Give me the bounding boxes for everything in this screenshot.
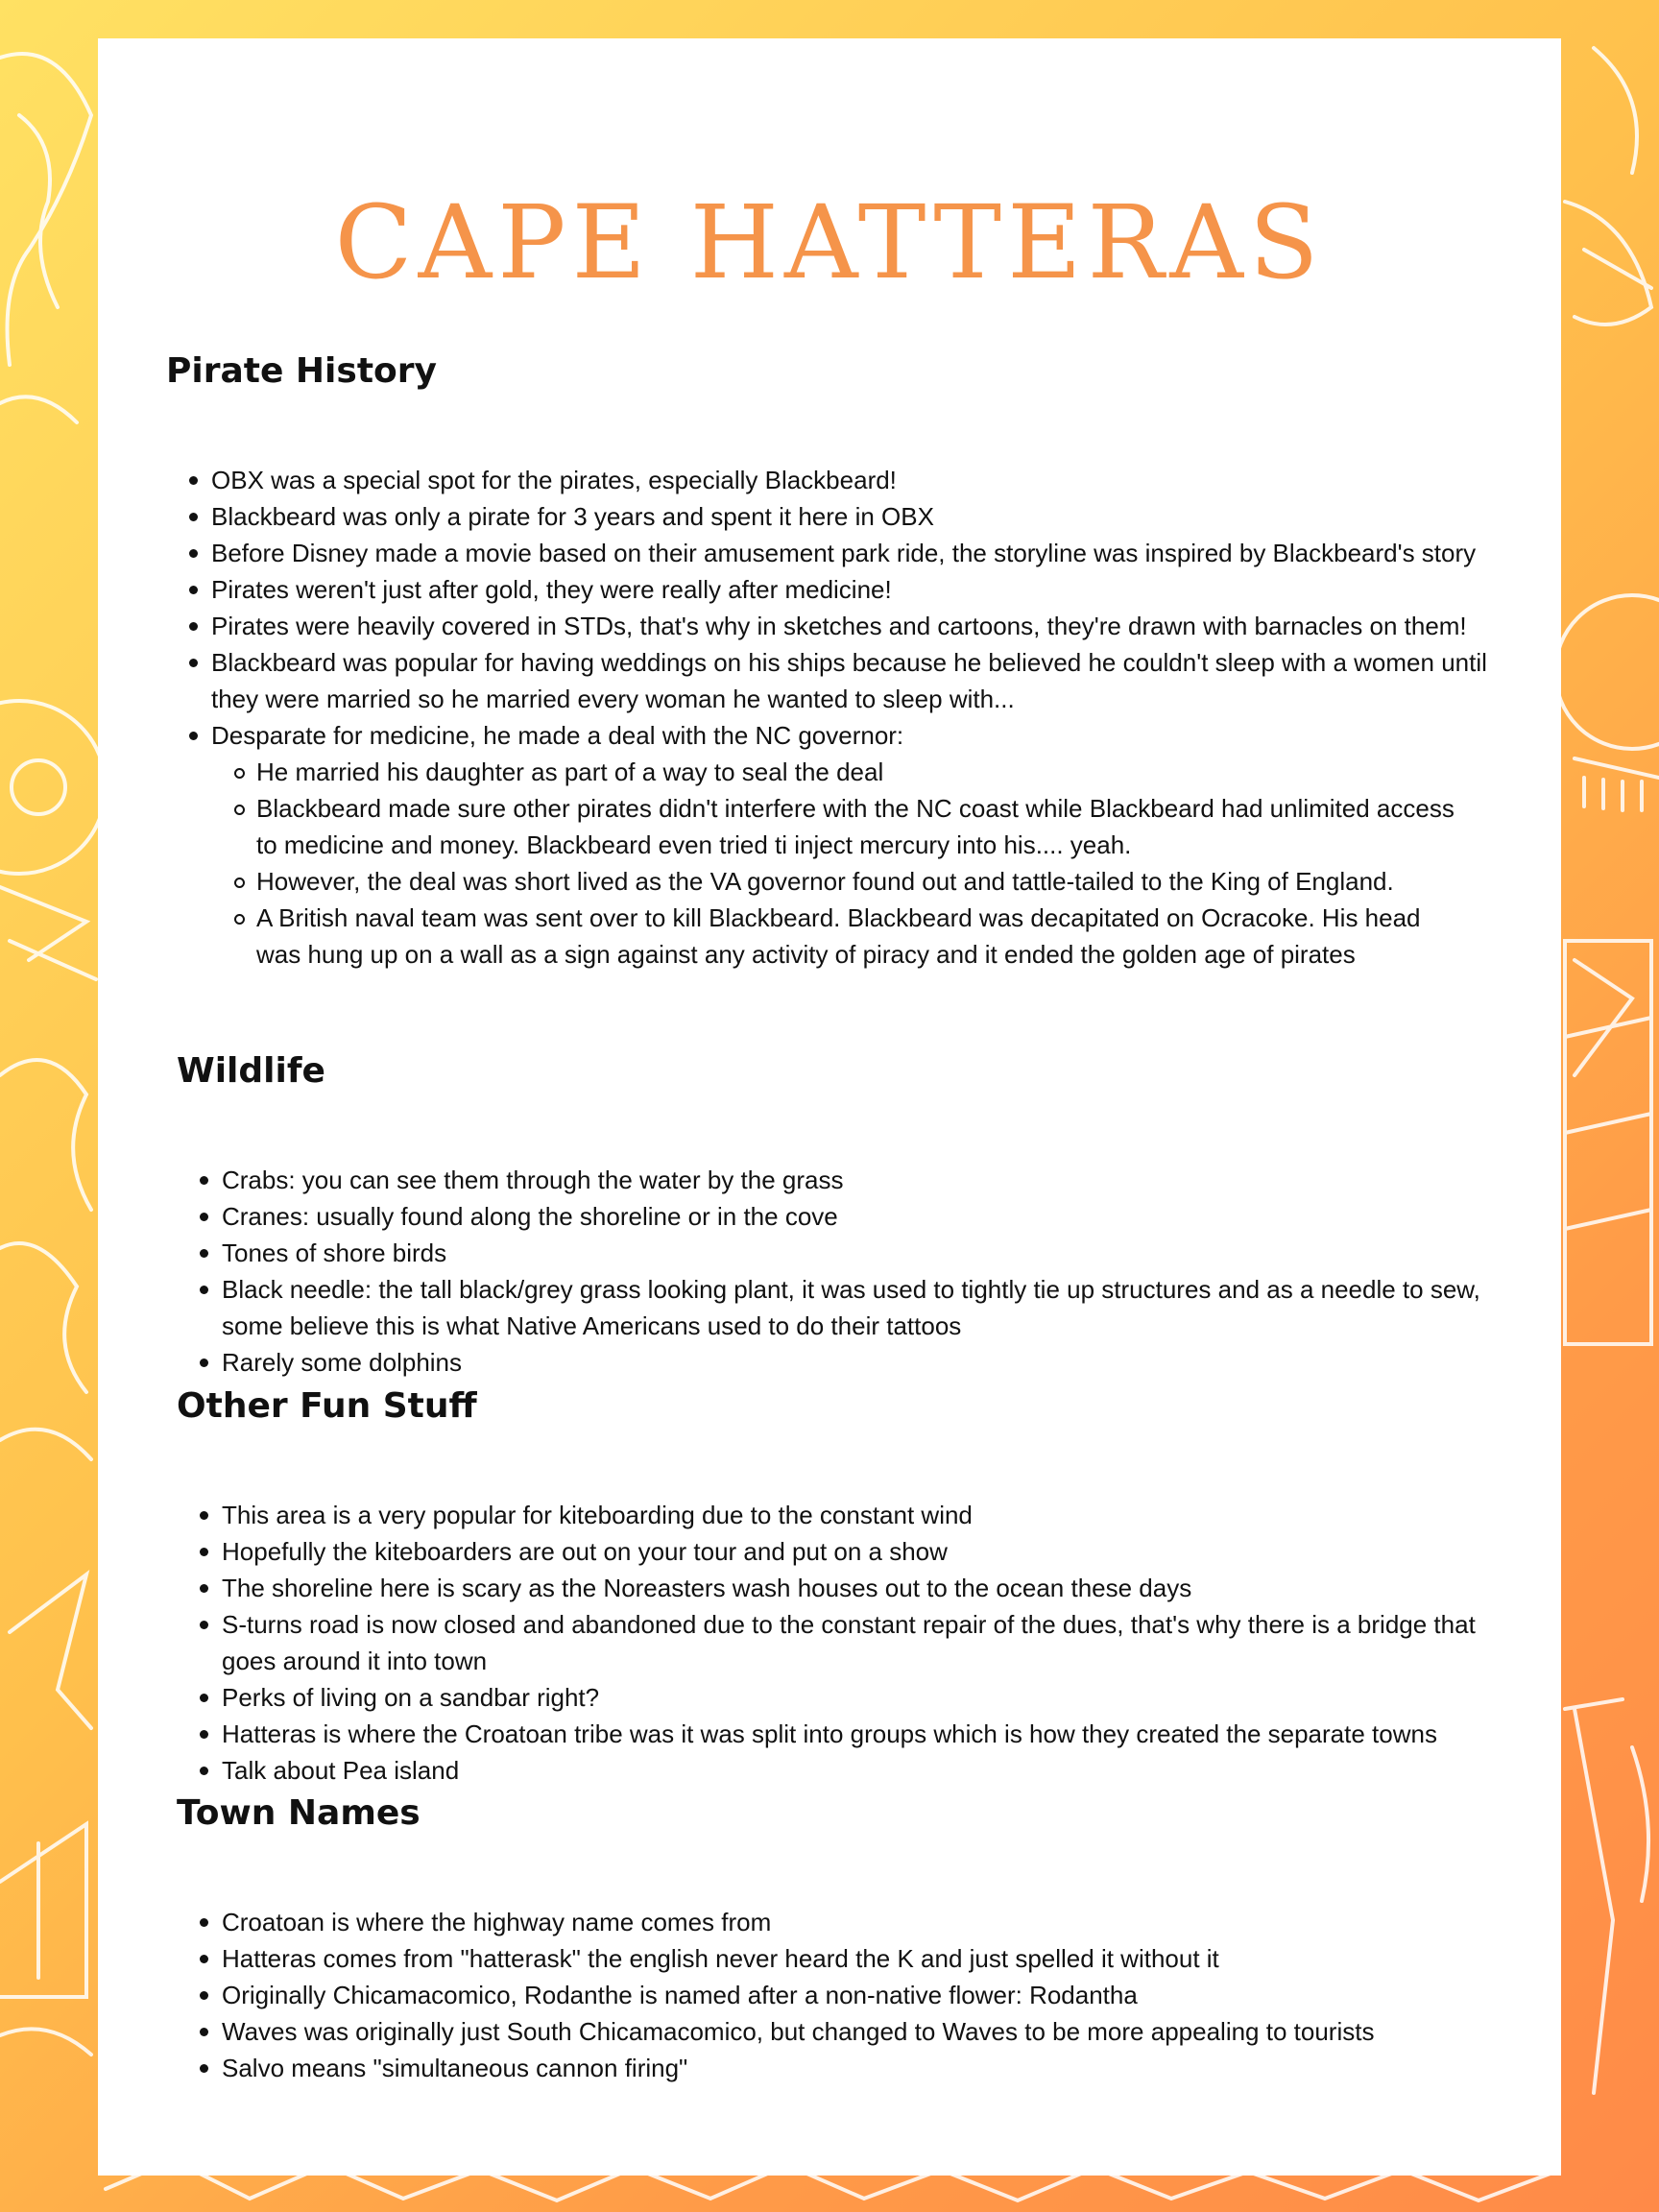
list-item: Pirates were heavily covered in STDs, that's why in sketches and cartoons, they're drawn with barnacles on them! — [211, 608, 1517, 644]
list-item: Originally Chicamacomico, Rodanthe is named after a non-native flower: Rodantha — [222, 1977, 1518, 2013]
list-item: This area is a very popular for kiteboarding due to the constant wind — [222, 1497, 1518, 1533]
left-face-sketch — [0, 54, 91, 365]
list-item: Cranes: usually found along the shoreline or in the cove — [222, 1198, 1518, 1235]
right-sword-sketch — [1575, 1709, 1613, 2093]
list-item: Talk about Pea island — [222, 1752, 1518, 1789]
list-item: Hatteras is where the Croatoan tribe was it was split into groups which is how they created the separate towns — [222, 1716, 1518, 1752]
right-treasure-chest-sketch — [1565, 941, 1651, 1344]
list-item: The shoreline here is scary as the Noreasters wash houses out to the ocean these days — [222, 1570, 1518, 1606]
list-item: OBX was a special spot for the pirates, especially Blackbeard! — [211, 462, 1517, 498]
section-heading: Other Fun Stuff — [177, 1386, 477, 1426]
list-item: Pirates weren't just after gold, they were really after medicine! — [211, 571, 1517, 608]
page-title: CAPE HATTERAS — [334, 183, 1325, 301]
section-heading: Pirate History — [166, 351, 437, 391]
sub-list-item: Blackbeard made sure other pirates didn't interfere with the NC coast while Blackbeard had unlimited access to medicine and money. Blackbeard even tried ti inject mercury into his.... yeah. — [256, 790, 1456, 863]
list-item: Hopefully the kiteboarders are out on your tour and put on a show — [222, 1533, 1518, 1570]
left-ship-sketch — [0, 1824, 86, 1997]
list-item: Perks of living on a sandbar right? — [222, 1679, 1518, 1716]
list-item: Tones of shore birds — [222, 1235, 1518, 1271]
list-item: Hatteras comes from "hatterask" the english never heard the K and just spelled it without it — [222, 1940, 1518, 1977]
right-horn-sketch — [1594, 48, 1637, 173]
left-skull-outline — [0, 701, 106, 874]
list-item: Rarely some dolphins — [222, 1344, 1518, 1381]
bullet-list — [222, 1162, 1518, 1381]
content-panel — [98, 38, 1561, 2176]
list-item: Black needle: the tall black/grey grass looking plant, it was used to tightly tie up structures and as a needle to sew, some believe this is what Native Americans used to do their tattoos — [222, 1271, 1518, 1344]
bullet-list — [222, 1497, 1518, 1789]
list-item: Blackbeard was popular for having weddings on his ships because he believed he couldn't sleep with a women until they were married so he married every woman he wanted to sleep with... — [211, 644, 1517, 717]
section-heading: Wildlife — [177, 1051, 325, 1091]
sub-list-item: He married his daughter as part of a way to seal the deal — [256, 754, 1456, 790]
sub-list-item: However, the deal was short lived as the VA governor found out and tattle-tailed to the King of England. — [256, 863, 1456, 900]
section-heading: Town Names — [177, 1793, 421, 1833]
list-item: Croatoan is where the highway name comes from — [222, 1904, 1518, 1940]
bullet-list — [222, 1904, 1518, 2086]
list-item: Waves was originally just South Chicamacomico, but changed to Waves to be more appealing to tourists — [222, 2013, 1518, 2050]
list-item: S-turns road is now closed and abandoned due to the constant repair of the dues, that's why there is a bridge that goes around it into town — [222, 1606, 1518, 1679]
bullet-list — [211, 462, 1517, 973]
list-item: Before Disney made a movie based on their amusement park ride, the storyline was inspired by Blackbeard's story — [211, 535, 1517, 571]
right-skull-outline — [1555, 595, 1659, 749]
list-item: Blackbeard was only a pirate for 3 years and spent it here in OBX — [211, 498, 1517, 535]
list-item: Crabs: you can see them through the water by the grass — [222, 1162, 1518, 1198]
list-item: Desparate for medicine, he made a deal with the NC governor: — [211, 717, 1517, 754]
list-item: Salvo means "simultaneous cannon firing" — [222, 2050, 1518, 2086]
sub-list-item: A British naval team was sent over to kill Blackbeard. Blackbeard was decapitated on Ocracoke. His head was hung up on a wall as a sign against any activity of piracy and it ended the golden age of pirates — [256, 900, 1456, 973]
